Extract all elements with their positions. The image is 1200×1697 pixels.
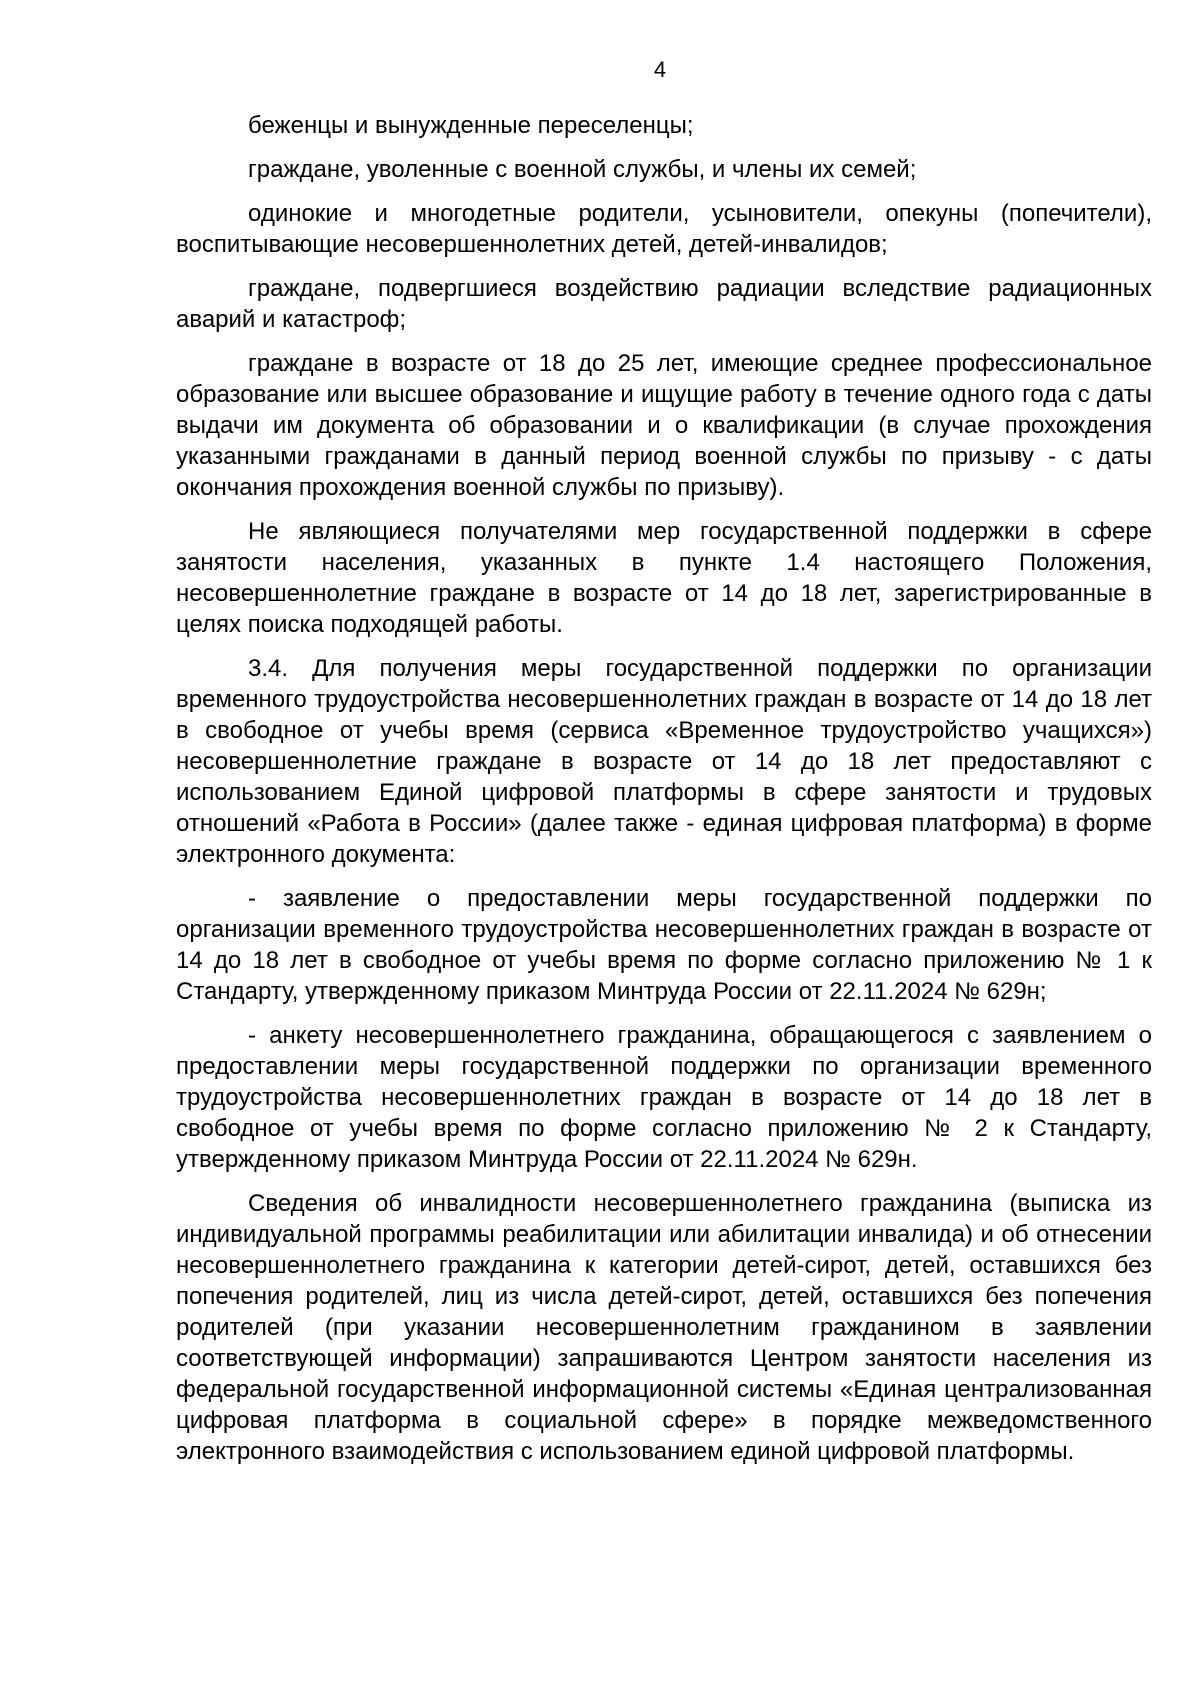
paragraph-application: - заявление о предоставлении меры государственной поддержки по организации временного трудоустройства несовершеннолетних граждан в возрасте от 14 до 18 лет в свободное от учебы время по форме согласно приложению № 1 к Стандарту, утвержденному приказом Минтруда России от 22.11.2024 № 629н; (176, 885, 1152, 1005)
paragraph-minors-registered: Не являющиеся получателями мер государственной поддержки в сфере занятости населения, указанных в пункте 1.4 настоящего Положения, несовершеннолетние граждане в возрасте от 14 до 18 лет, зарегистрированные в целях поиска подходящей работы. (176, 518, 1152, 638)
paragraph-questionnaire: - анкету несовершеннолетнего гражданина, обращающегося с заявлением о предоставлении меры государственной поддержки по организации временного трудоустройства несовершеннолетних граждан в возрасте от 14 до 18 лет в свободное от учебы время по форме согласно приложению № 2 к Стандарту, утвержденному приказом Минтруда России от 22.11.2024 № 629н. (176, 1022, 1152, 1173)
document-body (176, 110, 1152, 1480)
paragraph-single-parents: одинокие и многодетные родители, усыновители, опекуны (попечители), воспитывающие несовершеннолетних детей, детей-инвалидов; (176, 200, 1152, 258)
paragraph-radiation: граждане, подвергшиеся воздействию радиации вследствие радиационных аварий и катастроф; (176, 275, 1152, 333)
paragraph-clause-3-4: 3.4. Для получения меры государственной поддержки по организации временного трудоустройства несовершеннолетних граждан в возрасте от 14 до 18 лет в свободное от учебы время (сервиса «Временное трудоустройство учащихся») несовершеннолетние граждане в возрасте от 14 до 18 лет предоставляют с использованием Единой цифровой платформы в сфере занятости и трудовых отношений «Работа в России» (далее также - единая цифровая платформа) в форме электронного документа: (176, 655, 1152, 868)
paragraph-graduates: граждане в возрасте от 18 до 25 лет, имеющие среднее профессиональное образование или высшее образование и ищущие работу в течение одного года с даты выдачи им документа об образовании и о квалификации (в случае прохождения указанными гражданами в данный период военной службы по призыву - с даты окончания прохождения военной службы по призыву). (176, 350, 1152, 501)
page-number: 4 (653, 57, 667, 82)
paragraph-disability-info: Сведения об инвалидности несовершеннолетнего гражданина (выписка из индивидуальной программы реабилитации или абилитации инвалида) и об отнесении несовершеннолетнего гражданина к категории детей-сирот, детей, оставшихся без попечения родителей, лиц из числа детей-сирот, детей, оставшихся без попечения родителей (при указании несовершеннолетним гражданином в заявлении соответствующей информации) запрашиваются Центром занятости населения из федеральной государственной информационной системы «Единая централизованная цифровая платформа в социальной сфере» в порядке межведомственного электронного взаимодействия с использованием единой цифровой платформы. (176, 1190, 1152, 1465)
paragraph-dismissed-military: граждане, уволенные с военной службы, и члены их семей; (248, 156, 917, 183)
paragraph-refugees: беженцы и вынужденные переселенцы; (248, 112, 694, 139)
